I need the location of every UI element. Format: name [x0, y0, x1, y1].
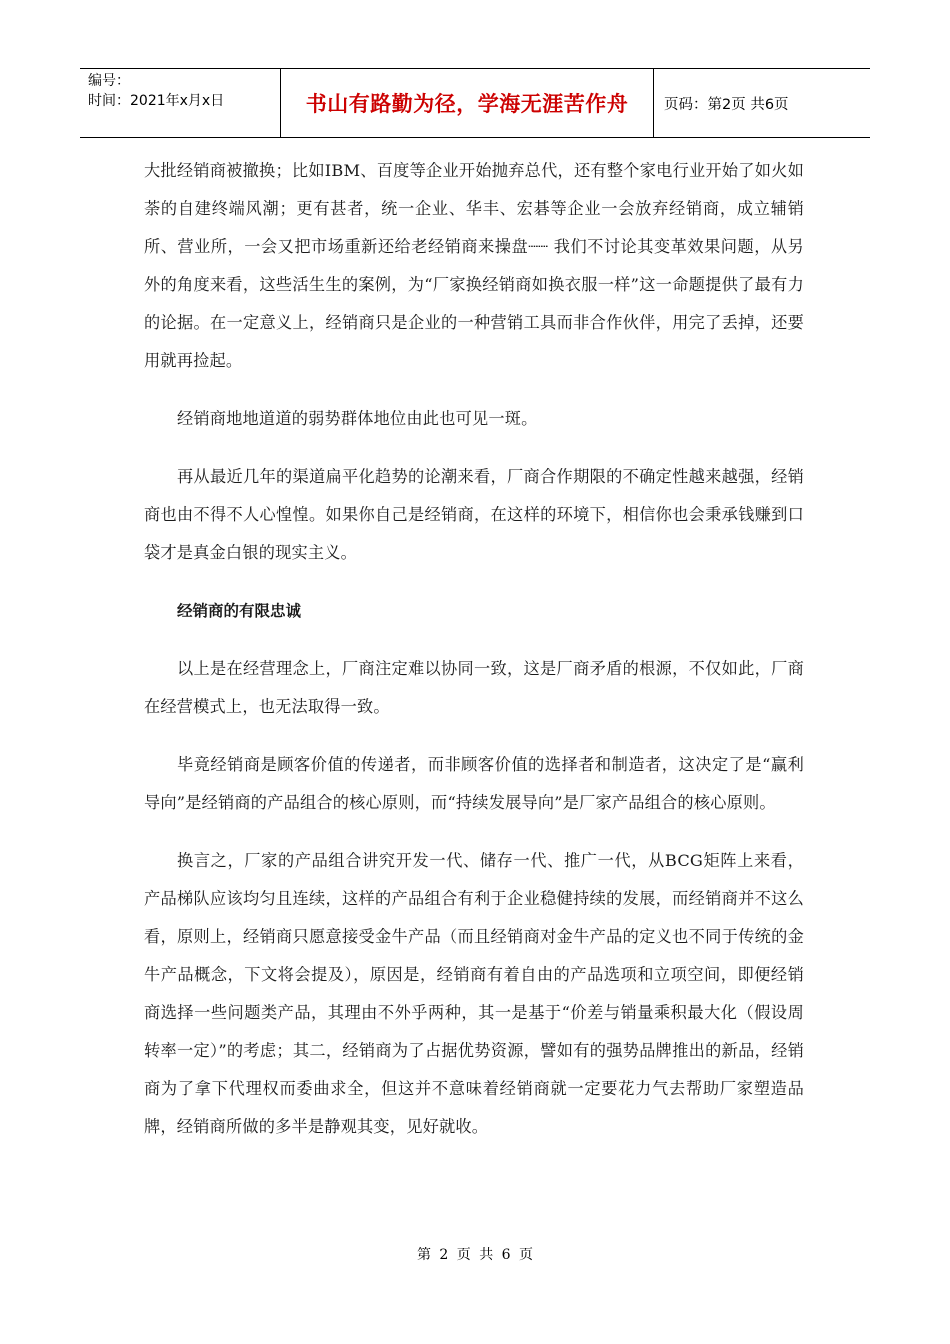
- header-motto: 书山有路勤为径，学海无涯苦作舟: [305, 92, 629, 116]
- paragraph: 经销商地地道道的弱势群体地位由此也可见一斑。: [177, 409, 538, 428]
- section-heading: 经销商的有限忠诚: [177, 602, 302, 620]
- paragraph: 换言之，厂家的产品组合讲究开发一代、储存一代、推广一代，从BCG矩阵上来看，产品梯队应该均匀且连续，这样的产品组合有利于企业稳健持续的发展，而经销商并不这么看，原则上，经销商只愿意接受金牛产品（而且经销商对金牛产品的定义也不同于传统的金牛产品概念，下文将会提及），原因是，经销商有着自由的产品选项和立项空间，即便经销商选择一些问题类产品，其理由不外乎两种，其一是基于“价差与销量乘积最大化（假设周转率一定）”的考虑；其二，经销商为了占据优势资源，譬如有的强势品牌推出的新品，经销商为了拿下代理权而委曲求全，但这并不意味着经销商就一定要花力气去帮助厂家塑造品牌，经销商所做的多半是静观其变，见好就收。: [144, 851, 804, 1136]
- paragraph: 毕竟经销商是顾客价值的传递者，而非顾客价值的选择者和制造者，这决定了是“赢利导向”是经销商的产品组合的核心原则，而“持续发展导向”是厂家产品组合的核心原则。: [144, 755, 804, 812]
- header-page-info: 页码：第2页 共6页: [664, 96, 789, 113]
- header-page-info-cell: [654, 69, 870, 137]
- page-footer: 第 2 页 共 6 页: [416, 1247, 534, 1263]
- page-header: [80, 68, 870, 138]
- document-time-label: 时间：2021年x月x日: [88, 93, 225, 109]
- header-motto-cell: [281, 69, 654, 137]
- paragraph: 再从最近几年的渠道扁平化趋势的论潮来看，厂商合作期限的不确定性越来越强，经销商也由不得不人心惶惶。如果你自己是经销商，在这样的环境下，相信你也会秉承钱赚到口袋才是真金白银的现实主义。: [144, 467, 804, 562]
- header-meta: [80, 69, 281, 137]
- document-body: [144, 152, 804, 1146]
- paragraph: 以上是在经营理念上，厂商注定难以协同一致，这是厂商矛盾的根源，不仅如此，厂商在经营模式上，也无法取得一致。: [144, 659, 804, 716]
- document-number-label: 编号：: [88, 73, 130, 89]
- paragraph: 大批经销商被撤换；比如IBM、百度等企业开始抛弃总代，还有整个家电行业开始了如火如荼的自建终端风潮；更有甚者，统一企业、华丰、宏碁等企业一会放弃经销商，成立辅销所、营业所，一会又把市场重新还给老经销商来操盘┈┈ 我们不讨论其变革效果问题，从另外的角度来看，这些活生生的案例，为“厂家换经销商如换衣服一样”这一命题提供了最有力的论据。在一定意义上，经销商只是企业的一种营销工具而非合作伙伴，用完了丢掉，还要用就再捡起。: [144, 161, 804, 370]
